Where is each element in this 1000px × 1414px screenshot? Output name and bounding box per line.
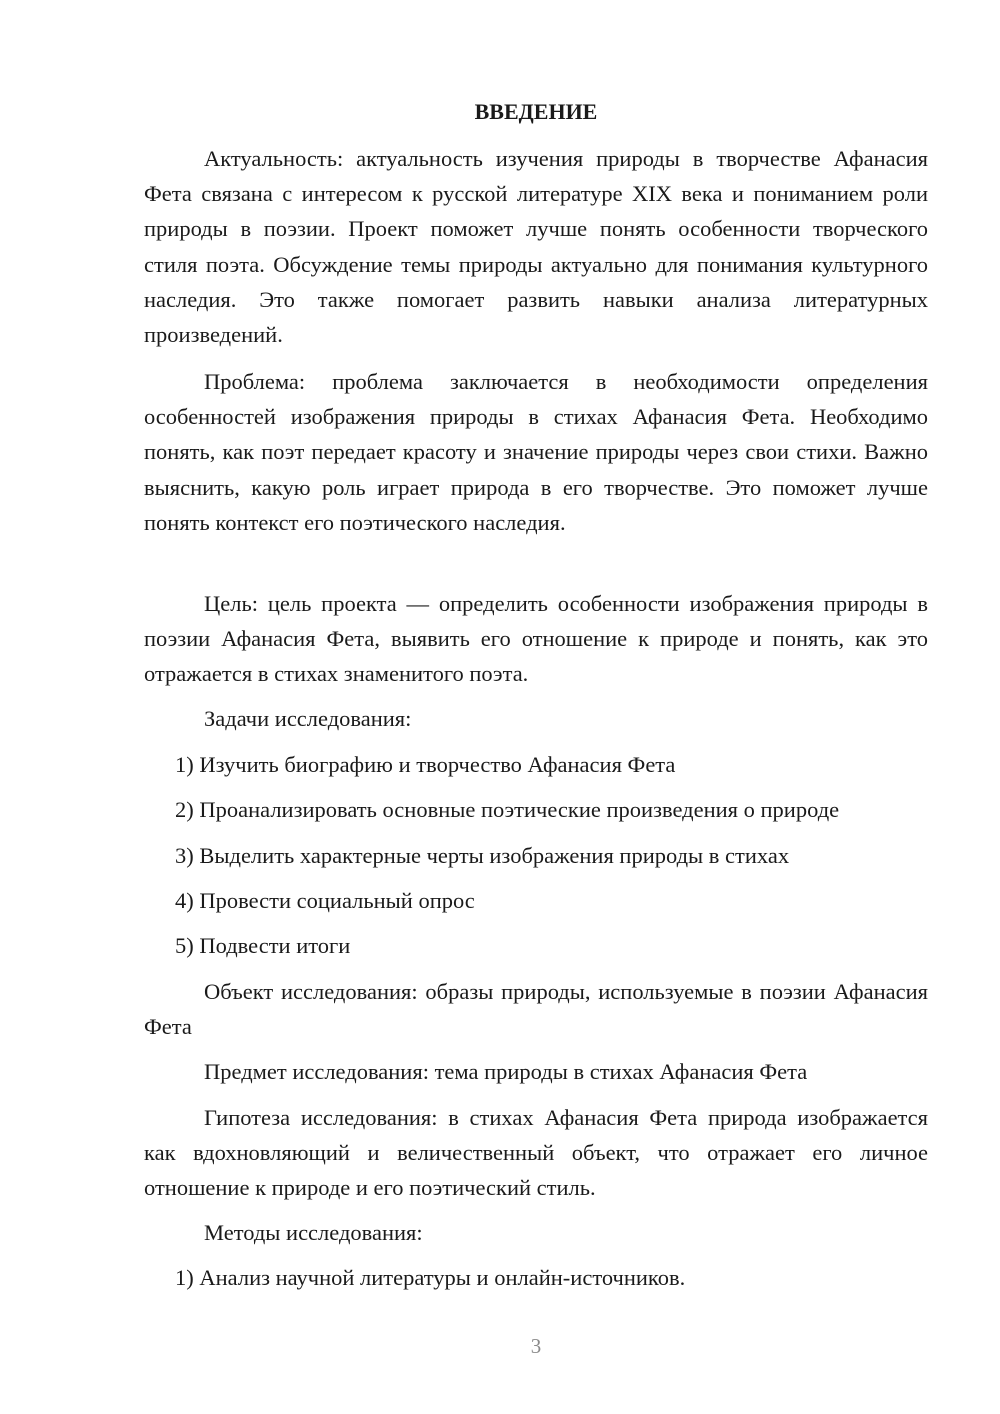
problem-paragraph: Проблема: проблема заключается в необходимости определения особенностей изображения природы в стихах Афанасия Фета. Необходимо понять, как поэт передает красоту и значение природы через свои стихи. Важно выяснить, какую роль играет природа в его творчестве. Это поможет лучше понять контекст его поэтического наследия.: [144, 369, 928, 535]
subject-paragraph: Предмет исследования: тема природы в стихах Афанасия Фета: [204, 1059, 808, 1084]
page-number: 3: [530, 1334, 542, 1358]
task-item: 4) Провести социальный опрос: [175, 888, 475, 913]
relevance-paragraph: Актуальность: актуальность изучения природы в творчестве Афанасия Фета связана с интересом к русской литературе XIX века и пониманием роли природы в поэзии. Проект поможет лучше понять особенности творческого стиля поэта. Обсуждение темы природы актуально для понимания культурного наследия. Это также помогает развить навыки анализа литературных произведений.: [144, 146, 928, 348]
task-item: 3) Выделить характерные черты изображения природы в стихах: [175, 843, 790, 868]
task-item: 2) Проанализировать основные поэтические произведения о природе: [175, 797, 840, 822]
section-heading: ВВЕДЕНИЕ: [474, 99, 598, 124]
task-item: 5) Подвести итоги: [175, 933, 351, 958]
task-item: 1) Изучить биографию и творчество Афанасия Фета: [175, 752, 676, 777]
tasks-title: Задачи исследования:: [204, 706, 412, 731]
object-paragraph: Объект исследования: образы природы, используемые в поэзии Афанасия Фета: [144, 979, 928, 1040]
method-item: 1) Анализ научной литературы и онлайн-источников.: [175, 1265, 686, 1290]
methods-title: Методы исследования:: [204, 1220, 423, 1245]
goal-paragraph: Цель: цель проекта — определить особенности изображения природы в поэзии Афанасия Фета, выявить его отношение к природе и понять, как это отражается в стихах знаменитого поэта.: [144, 591, 928, 687]
hypothesis-paragraph: Гипотеза исследования: в стихах Афанасия Фета природа изображается как вдохновляющий и величественный объект, что отражает его личное отношение к природе и его поэтический стиль.: [144, 1105, 928, 1201]
